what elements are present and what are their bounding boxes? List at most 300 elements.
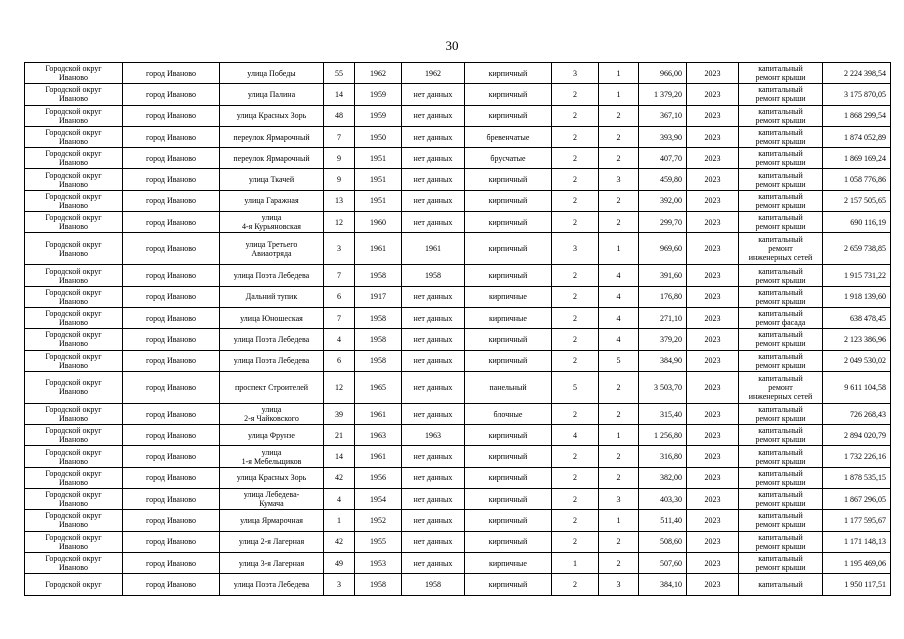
entrances-cell: 1	[599, 233, 639, 265]
street-cell: Дальний тупик	[220, 286, 324, 307]
cost-cell: 1 867 296,05	[823, 489, 891, 510]
cost-cell: 726 268,43	[823, 403, 891, 424]
floors-cell: 1	[552, 552, 599, 573]
street-cell: улица Юношеская	[220, 307, 324, 328]
city-cell: город Иваново	[123, 329, 220, 350]
work-type-cell: капитальный ремонт крыши	[739, 510, 823, 531]
year-commissioned-cell: нет данных	[402, 531, 465, 552]
year-built-cell: 1962	[355, 63, 402, 84]
floors-cell: 2	[552, 212, 599, 233]
year-commissioned-cell: нет данных	[402, 371, 465, 403]
cost-cell: 690 116,19	[823, 212, 891, 233]
entrances-cell: 4	[599, 265, 639, 286]
city-cell: город Иваново	[123, 105, 220, 126]
area-cell: 315,40	[639, 403, 687, 424]
city-cell: город Иваново	[123, 265, 220, 286]
city-cell: город Иваново	[123, 233, 220, 265]
wall-material-cell: кирпичный	[465, 350, 552, 371]
house-number-cell: 3	[324, 233, 355, 265]
district-cell: Городской округ Иваново	[25, 425, 123, 446]
plan-year-cell: 2023	[687, 233, 739, 265]
house-number-cell: 42	[324, 531, 355, 552]
house-number-cell: 9	[324, 169, 355, 190]
work-type-cell: капитальный ремонт инженерных сетей	[739, 371, 823, 403]
entrances-cell: 5	[599, 350, 639, 371]
entrances-cell: 2	[599, 212, 639, 233]
wall-material-cell: кирпичный	[465, 105, 552, 126]
city-cell: город Иваново	[123, 552, 220, 573]
area-cell: 969,60	[639, 233, 687, 265]
street-cell: проспект Строителей	[220, 371, 324, 403]
plan-year-cell: 2023	[687, 403, 739, 424]
table-row	[25, 403, 891, 424]
floors-cell: 2	[552, 84, 599, 105]
year-built-cell: 1951	[355, 148, 402, 169]
cost-cell: 2 894 020,79	[823, 425, 891, 446]
cost-cell: 1 171 148,13	[823, 531, 891, 552]
city-cell: город Иваново	[123, 212, 220, 233]
district-cell: Городской округ Иваново	[25, 190, 123, 211]
house-number-cell: 7	[324, 265, 355, 286]
area-cell: 384,90	[639, 350, 687, 371]
plan-year-cell: 2023	[687, 371, 739, 403]
area-cell: 393,90	[639, 126, 687, 147]
year-commissioned-cell: нет данных	[402, 169, 465, 190]
plan-year-cell: 2023	[687, 148, 739, 169]
table-row	[25, 329, 891, 350]
table-row	[25, 105, 891, 126]
city-cell: город Иваново	[123, 574, 220, 595]
entrances-cell: 1	[599, 425, 639, 446]
plan-year-cell: 2023	[687, 510, 739, 531]
year-built-cell: 1963	[355, 425, 402, 446]
cost-cell: 1 732 226,16	[823, 446, 891, 467]
year-commissioned-cell: нет данных	[402, 307, 465, 328]
district-cell: Городской округ Иваново	[25, 233, 123, 265]
area-cell: 407,70	[639, 148, 687, 169]
table-row	[25, 169, 891, 190]
table-row	[25, 63, 891, 84]
area-cell: 379,20	[639, 329, 687, 350]
area-cell: 1 379,20	[639, 84, 687, 105]
table-row	[25, 350, 891, 371]
plan-year-cell: 2023	[687, 350, 739, 371]
year-built-cell: 1958	[355, 350, 402, 371]
year-built-cell: 1956	[355, 467, 402, 488]
district-cell: Городской округ Иваново	[25, 446, 123, 467]
house-number-cell: 4	[324, 329, 355, 350]
year-commissioned-cell: нет данных	[402, 489, 465, 510]
entrances-cell: 2	[599, 190, 639, 211]
wall-material-cell: блочные	[465, 403, 552, 424]
work-type-cell: капитальный ремонт крыши	[739, 169, 823, 190]
floors-cell: 2	[552, 403, 599, 424]
year-commissioned-cell: нет данных	[402, 286, 465, 307]
street-cell: улица Палина	[220, 84, 324, 105]
floors-cell: 3	[552, 233, 599, 265]
table-row	[25, 510, 891, 531]
entrances-cell: 2	[599, 126, 639, 147]
district-cell: Городской округ Иваново	[25, 286, 123, 307]
year-commissioned-cell: 1958	[402, 574, 465, 595]
house-number-cell: 55	[324, 63, 355, 84]
cost-cell: 1 950 117,51	[823, 574, 891, 595]
floors-cell: 2	[552, 489, 599, 510]
street-cell: улица Третьего Авиаотряда	[220, 233, 324, 265]
area-cell: 1 256,80	[639, 425, 687, 446]
work-type-cell: капитальный ремонт инженерных сетей	[739, 233, 823, 265]
plan-year-cell: 2023	[687, 552, 739, 573]
house-number-cell: 49	[324, 552, 355, 573]
entrances-cell: 1	[599, 63, 639, 84]
street-cell: улица Поэта Лебедева	[220, 265, 324, 286]
wall-material-cell: кирпичный	[465, 467, 552, 488]
floors-cell: 2	[552, 148, 599, 169]
street-cell: улица Поэта Лебедева	[220, 350, 324, 371]
floors-cell: 2	[552, 190, 599, 211]
city-cell: город Иваново	[123, 169, 220, 190]
wall-material-cell: кирпичные	[465, 286, 552, 307]
work-type-cell: капитальный ремонт крыши	[739, 126, 823, 147]
district-cell: Городской округ Иваново	[25, 510, 123, 531]
city-cell: город Иваново	[123, 350, 220, 371]
year-commissioned-cell: нет данных	[402, 148, 465, 169]
wall-material-cell: кирпичный	[465, 84, 552, 105]
year-built-cell: 1958	[355, 265, 402, 286]
cost-cell: 2 224 398,54	[823, 63, 891, 84]
area-cell: 391,60	[639, 265, 687, 286]
housing-table	[24, 62, 891, 596]
year-built-cell: 1951	[355, 190, 402, 211]
city-cell: город Иваново	[123, 63, 220, 84]
entrances-cell: 3	[599, 169, 639, 190]
cost-cell: 2 659 738,85	[823, 233, 891, 265]
work-type-cell: капитальный ремонт крыши	[739, 286, 823, 307]
street-cell: улица 1-я Мебельщиков	[220, 446, 324, 467]
district-cell: Городской округ Иваново	[25, 403, 123, 424]
house-number-cell: 7	[324, 307, 355, 328]
plan-year-cell: 2023	[687, 212, 739, 233]
year-commissioned-cell: нет данных	[402, 552, 465, 573]
work-type-cell: капитальный ремонт крыши	[739, 212, 823, 233]
plan-year-cell: 2023	[687, 190, 739, 211]
entrances-cell: 2	[599, 446, 639, 467]
wall-material-cell: кирпичный	[465, 510, 552, 531]
year-commissioned-cell: 1961	[402, 233, 465, 265]
year-built-cell: 1958	[355, 574, 402, 595]
work-type-cell: капитальный ремонт крыши	[739, 105, 823, 126]
district-cell: Городской округ Иваново	[25, 307, 123, 328]
work-type-cell: капитальный ремонт крыши	[739, 467, 823, 488]
floors-cell: 2	[552, 510, 599, 531]
street-cell: переулок Ярмарочный	[220, 148, 324, 169]
wall-material-cell: кирпичный	[465, 425, 552, 446]
cost-cell: 2 157 505,65	[823, 190, 891, 211]
street-cell: улица 4-я Курьяновская	[220, 212, 324, 233]
area-cell: 392,00	[639, 190, 687, 211]
cost-cell: 1 177 595,67	[823, 510, 891, 531]
house-number-cell: 6	[324, 286, 355, 307]
entrances-cell: 4	[599, 286, 639, 307]
area-cell: 459,80	[639, 169, 687, 190]
wall-material-cell: кирпичный	[465, 63, 552, 84]
city-cell: город Иваново	[123, 531, 220, 552]
area-cell: 508,60	[639, 531, 687, 552]
city-cell: город Иваново	[123, 286, 220, 307]
year-built-cell: 1958	[355, 307, 402, 328]
floors-cell: 2	[552, 350, 599, 371]
wall-material-cell: кирпичный	[465, 489, 552, 510]
year-built-cell: 1955	[355, 531, 402, 552]
wall-material-cell: кирпичные	[465, 307, 552, 328]
entrances-cell: 2	[599, 371, 639, 403]
city-cell: город Иваново	[123, 403, 220, 424]
floors-cell: 2	[552, 169, 599, 190]
year-commissioned-cell: 1958	[402, 265, 465, 286]
district-cell: Городской округ Иваново	[25, 63, 123, 84]
city-cell: город Иваново	[123, 190, 220, 211]
work-type-cell: капитальный ремонт крыши	[739, 265, 823, 286]
district-cell: Городской округ Иваново	[25, 105, 123, 126]
work-type-cell: капитальный ремонт крыши	[739, 403, 823, 424]
area-cell: 403,30	[639, 489, 687, 510]
work-type-cell: капитальный ремонт крыши	[739, 489, 823, 510]
wall-material-cell: бревенчатые	[465, 126, 552, 147]
area-cell: 271,10	[639, 307, 687, 328]
floors-cell: 2	[552, 126, 599, 147]
table-row	[25, 531, 891, 552]
work-type-cell: капитальный ремонт крыши	[739, 63, 823, 84]
floors-cell: 2	[552, 286, 599, 307]
cost-cell: 9 611 104,58	[823, 371, 891, 403]
table-row	[25, 552, 891, 573]
plan-year-cell: 2023	[687, 489, 739, 510]
floors-cell: 2	[552, 265, 599, 286]
table-row	[25, 574, 891, 595]
floors-cell: 2	[552, 446, 599, 467]
table-row	[25, 233, 891, 265]
cost-cell: 2 049 530,02	[823, 350, 891, 371]
year-commissioned-cell: нет данных	[402, 329, 465, 350]
work-type-cell: капитальный ремонт крыши	[739, 84, 823, 105]
year-built-cell: 1950	[355, 126, 402, 147]
area-cell: 507,60	[639, 552, 687, 573]
work-type-cell: капитальный ремонт крыши	[739, 531, 823, 552]
year-commissioned-cell: 1962	[402, 63, 465, 84]
cost-cell: 1 869 169,24	[823, 148, 891, 169]
house-number-cell: 21	[324, 425, 355, 446]
street-cell: улица Красных Зорь	[220, 467, 324, 488]
table-row	[25, 126, 891, 147]
area-cell: 384,10	[639, 574, 687, 595]
entrances-cell: 2	[599, 105, 639, 126]
year-commissioned-cell: нет данных	[402, 403, 465, 424]
plan-year-cell: 2023	[687, 126, 739, 147]
entrances-cell: 2	[599, 403, 639, 424]
floors-cell: 2	[552, 105, 599, 126]
work-type-cell: капитальный ремонт крыши	[739, 425, 823, 446]
street-cell: улица Лебедева- Кумача	[220, 489, 324, 510]
district-cell: Городской округ Иваново	[25, 467, 123, 488]
street-cell: улица Ярмарочная	[220, 510, 324, 531]
street-cell: улица Ткачей	[220, 169, 324, 190]
house-number-cell: 12	[324, 371, 355, 403]
plan-year-cell: 2023	[687, 307, 739, 328]
table-row	[25, 190, 891, 211]
district-cell: Городской округ Иваново	[25, 371, 123, 403]
district-cell: Городской округ Иваново	[25, 489, 123, 510]
city-cell: город Иваново	[123, 467, 220, 488]
entrances-cell: 1	[599, 84, 639, 105]
year-commissioned-cell: нет данных	[402, 126, 465, 147]
year-built-cell: 1961	[355, 233, 402, 265]
entrances-cell: 3	[599, 489, 639, 510]
table-body	[25, 63, 891, 596]
cost-cell: 1 878 535,15	[823, 467, 891, 488]
city-cell: город Иваново	[123, 489, 220, 510]
cost-cell: 1 058 776,86	[823, 169, 891, 190]
plan-year-cell: 2023	[687, 574, 739, 595]
year-commissioned-cell: нет данных	[402, 84, 465, 105]
city-cell: город Иваново	[123, 371, 220, 403]
house-number-cell: 14	[324, 446, 355, 467]
house-number-cell: 48	[324, 105, 355, 126]
floors-cell: 2	[552, 531, 599, 552]
plan-year-cell: 2023	[687, 286, 739, 307]
page-number: 30	[445, 38, 459, 53]
house-number-cell: 1	[324, 510, 355, 531]
cost-cell: 1 915 731,22	[823, 265, 891, 286]
entrances-cell: 2	[599, 531, 639, 552]
wall-material-cell: брусчатые	[465, 148, 552, 169]
floors-cell: 3	[552, 63, 599, 84]
year-commissioned-cell: нет данных	[402, 446, 465, 467]
district-cell: Городской округ Иваново	[25, 265, 123, 286]
district-cell: Городской округ Иваново	[25, 148, 123, 169]
area-cell: 299,70	[639, 212, 687, 233]
cost-cell: 2 123 386,96	[823, 329, 891, 350]
year-built-cell: 1959	[355, 84, 402, 105]
floors-cell: 4	[552, 425, 599, 446]
year-built-cell: 1958	[355, 329, 402, 350]
plan-year-cell: 2023	[687, 467, 739, 488]
table-row	[25, 286, 891, 307]
year-built-cell: 1961	[355, 446, 402, 467]
wall-material-cell: кирпичный	[465, 446, 552, 467]
year-built-cell: 1959	[355, 105, 402, 126]
street-cell: улица Поэта Лебедева	[220, 574, 324, 595]
wall-material-cell: кирпичный	[465, 329, 552, 350]
table-row	[25, 307, 891, 328]
cost-cell: 1 874 052,89	[823, 126, 891, 147]
plan-year-cell: 2023	[687, 84, 739, 105]
table-row	[25, 265, 891, 286]
cost-cell: 1 918 139,60	[823, 286, 891, 307]
year-commissioned-cell: нет данных	[402, 190, 465, 211]
plan-year-cell: 2023	[687, 329, 739, 350]
district-cell: Городской округ Иваново	[25, 531, 123, 552]
district-cell: Городской округ	[25, 574, 123, 595]
table-row	[25, 148, 891, 169]
wall-material-cell: кирпичный	[465, 531, 552, 552]
district-cell: Городской округ Иваново	[25, 212, 123, 233]
cost-cell: 3 175 870,05	[823, 84, 891, 105]
district-cell: Городской округ Иваново	[25, 552, 123, 573]
street-cell: улица Поэта Лебедева	[220, 329, 324, 350]
city-cell: город Иваново	[123, 84, 220, 105]
wall-material-cell: кирпичный	[465, 574, 552, 595]
street-cell: улица Гаражная	[220, 190, 324, 211]
work-type-cell: капитальный ремонт крыши	[739, 350, 823, 371]
house-number-cell: 9	[324, 148, 355, 169]
wall-material-cell: кирпичные	[465, 552, 552, 573]
city-cell: город Иваново	[123, 307, 220, 328]
entrances-cell: 4	[599, 307, 639, 328]
work-type-cell: капитальный ремонт крыши	[739, 552, 823, 573]
plan-year-cell: 2023	[687, 531, 739, 552]
entrances-cell: 3	[599, 574, 639, 595]
wall-material-cell: кирпичный	[465, 233, 552, 265]
floors-cell: 2	[552, 467, 599, 488]
district-cell: Городской округ Иваново	[25, 350, 123, 371]
work-type-cell: капитальный ремонт крыши	[739, 148, 823, 169]
cost-cell: 638 478,45	[823, 307, 891, 328]
year-built-cell: 1965	[355, 371, 402, 403]
year-commissioned-cell: 1963	[402, 425, 465, 446]
district-cell: Городской округ Иваново	[25, 329, 123, 350]
area-cell: 966,00	[639, 63, 687, 84]
table-row	[25, 446, 891, 467]
area-cell: 176,80	[639, 286, 687, 307]
plan-year-cell: 2023	[687, 63, 739, 84]
year-built-cell: 1953	[355, 552, 402, 573]
house-number-cell: 39	[324, 403, 355, 424]
year-commissioned-cell: нет данных	[402, 105, 465, 126]
table-row	[25, 371, 891, 403]
entrances-cell: 2	[599, 148, 639, 169]
plan-year-cell: 2023	[687, 105, 739, 126]
table-row	[25, 489, 891, 510]
district-cell: Городской округ Иваново	[25, 169, 123, 190]
year-built-cell: 1951	[355, 169, 402, 190]
house-number-cell: 13	[324, 190, 355, 211]
area-cell: 382,00	[639, 467, 687, 488]
floors-cell: 2	[552, 329, 599, 350]
entrances-cell: 1	[599, 510, 639, 531]
street-cell: улица 3-я Лагерная	[220, 552, 324, 573]
city-cell: город Иваново	[123, 510, 220, 531]
year-commissioned-cell: нет данных	[402, 510, 465, 531]
year-built-cell: 1917	[355, 286, 402, 307]
entrances-cell: 2	[599, 552, 639, 573]
street-cell: переулок Ярмарочный	[220, 126, 324, 147]
street-cell: улица Фрунзе	[220, 425, 324, 446]
house-number-cell: 14	[324, 84, 355, 105]
street-cell: улица 2-я Лагерная	[220, 531, 324, 552]
entrances-cell: 4	[599, 329, 639, 350]
area-cell: 3 503,70	[639, 371, 687, 403]
wall-material-cell: кирпичный	[465, 265, 552, 286]
city-cell: город Иваново	[123, 446, 220, 467]
house-number-cell: 42	[324, 467, 355, 488]
area-cell: 316,80	[639, 446, 687, 467]
plan-year-cell: 2023	[687, 265, 739, 286]
street-cell: улица Красных Зорь	[220, 105, 324, 126]
area-cell: 367,10	[639, 105, 687, 126]
floors-cell: 2	[552, 574, 599, 595]
year-commissioned-cell: нет данных	[402, 467, 465, 488]
wall-material-cell: кирпичный	[465, 212, 552, 233]
